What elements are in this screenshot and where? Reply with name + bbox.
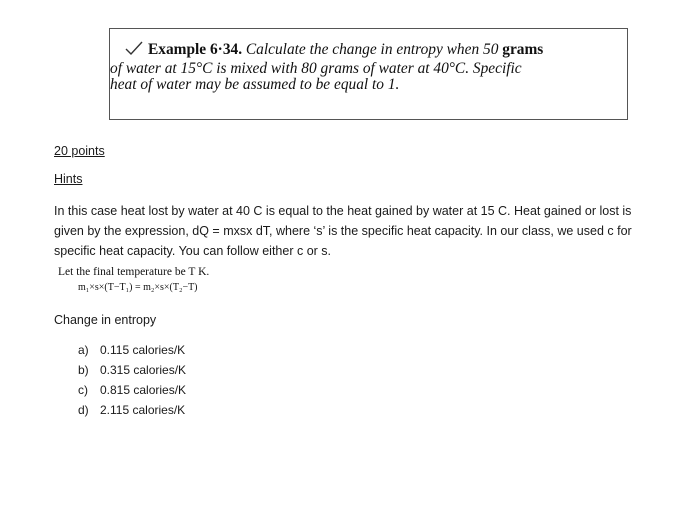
option-b[interactable]	[78, 360, 186, 380]
example-line-1	[110, 41, 629, 61]
option-letter: a)	[78, 343, 89, 357]
equation-line-2: m₁×s×(T−T₁) = m₂×s×(T₂−T)	[78, 282, 198, 293]
option-c[interactable]	[78, 380, 186, 400]
option-a[interactable]	[78, 340, 186, 360]
checkmark-icon	[124, 41, 148, 61]
option-d[interactable]	[78, 400, 186, 420]
option-text: 2.115 calories/K	[100, 403, 186, 417]
options-list	[78, 340, 186, 420]
option-letter: b)	[78, 363, 89, 377]
points-label: 20 points	[54, 144, 105, 158]
example-line-2: of water at 15°C is mixed with 80 grams of water at 40°C. Specific	[110, 60, 522, 77]
equation-line-1: Let the final temperature be T K.	[58, 266, 210, 278]
question-label: Change in entropy	[54, 313, 157, 327]
example-box	[109, 28, 628, 120]
hint-line-1: In this case heat lost by water at 40 C is equal to the heat gained by water at 15 C. Heat gained or lost is	[54, 204, 632, 218]
example-line-1-grams: grams	[502, 41, 544, 58]
example-line-1-text: Calculate the change in entropy when 50	[245, 41, 499, 58]
example-line-3: heat of water may be assumed to be equal to 1.	[110, 76, 400, 93]
hint-line-3: specific heat capacity. You can follow either c or s.	[54, 244, 332, 258]
option-text: 0.815 calories/K	[100, 383, 187, 397]
option-text: 0.315 calories/K	[100, 363, 187, 377]
equation-block	[58, 266, 209, 293]
hints-heading: Hints	[54, 172, 83, 186]
hint-line-2: given by the expression, dQ = mxsx dT, where ‘s’ is the specific heat capacity. In our class, we used c for	[54, 224, 632, 238]
example-title: Example 6·34.	[148, 41, 243, 58]
hint-paragraph	[54, 201, 654, 261]
option-letter: c)	[78, 383, 88, 397]
example-text	[110, 41, 629, 93]
option-letter: d)	[78, 403, 89, 417]
option-text: 0.115 calories/K	[100, 343, 186, 357]
